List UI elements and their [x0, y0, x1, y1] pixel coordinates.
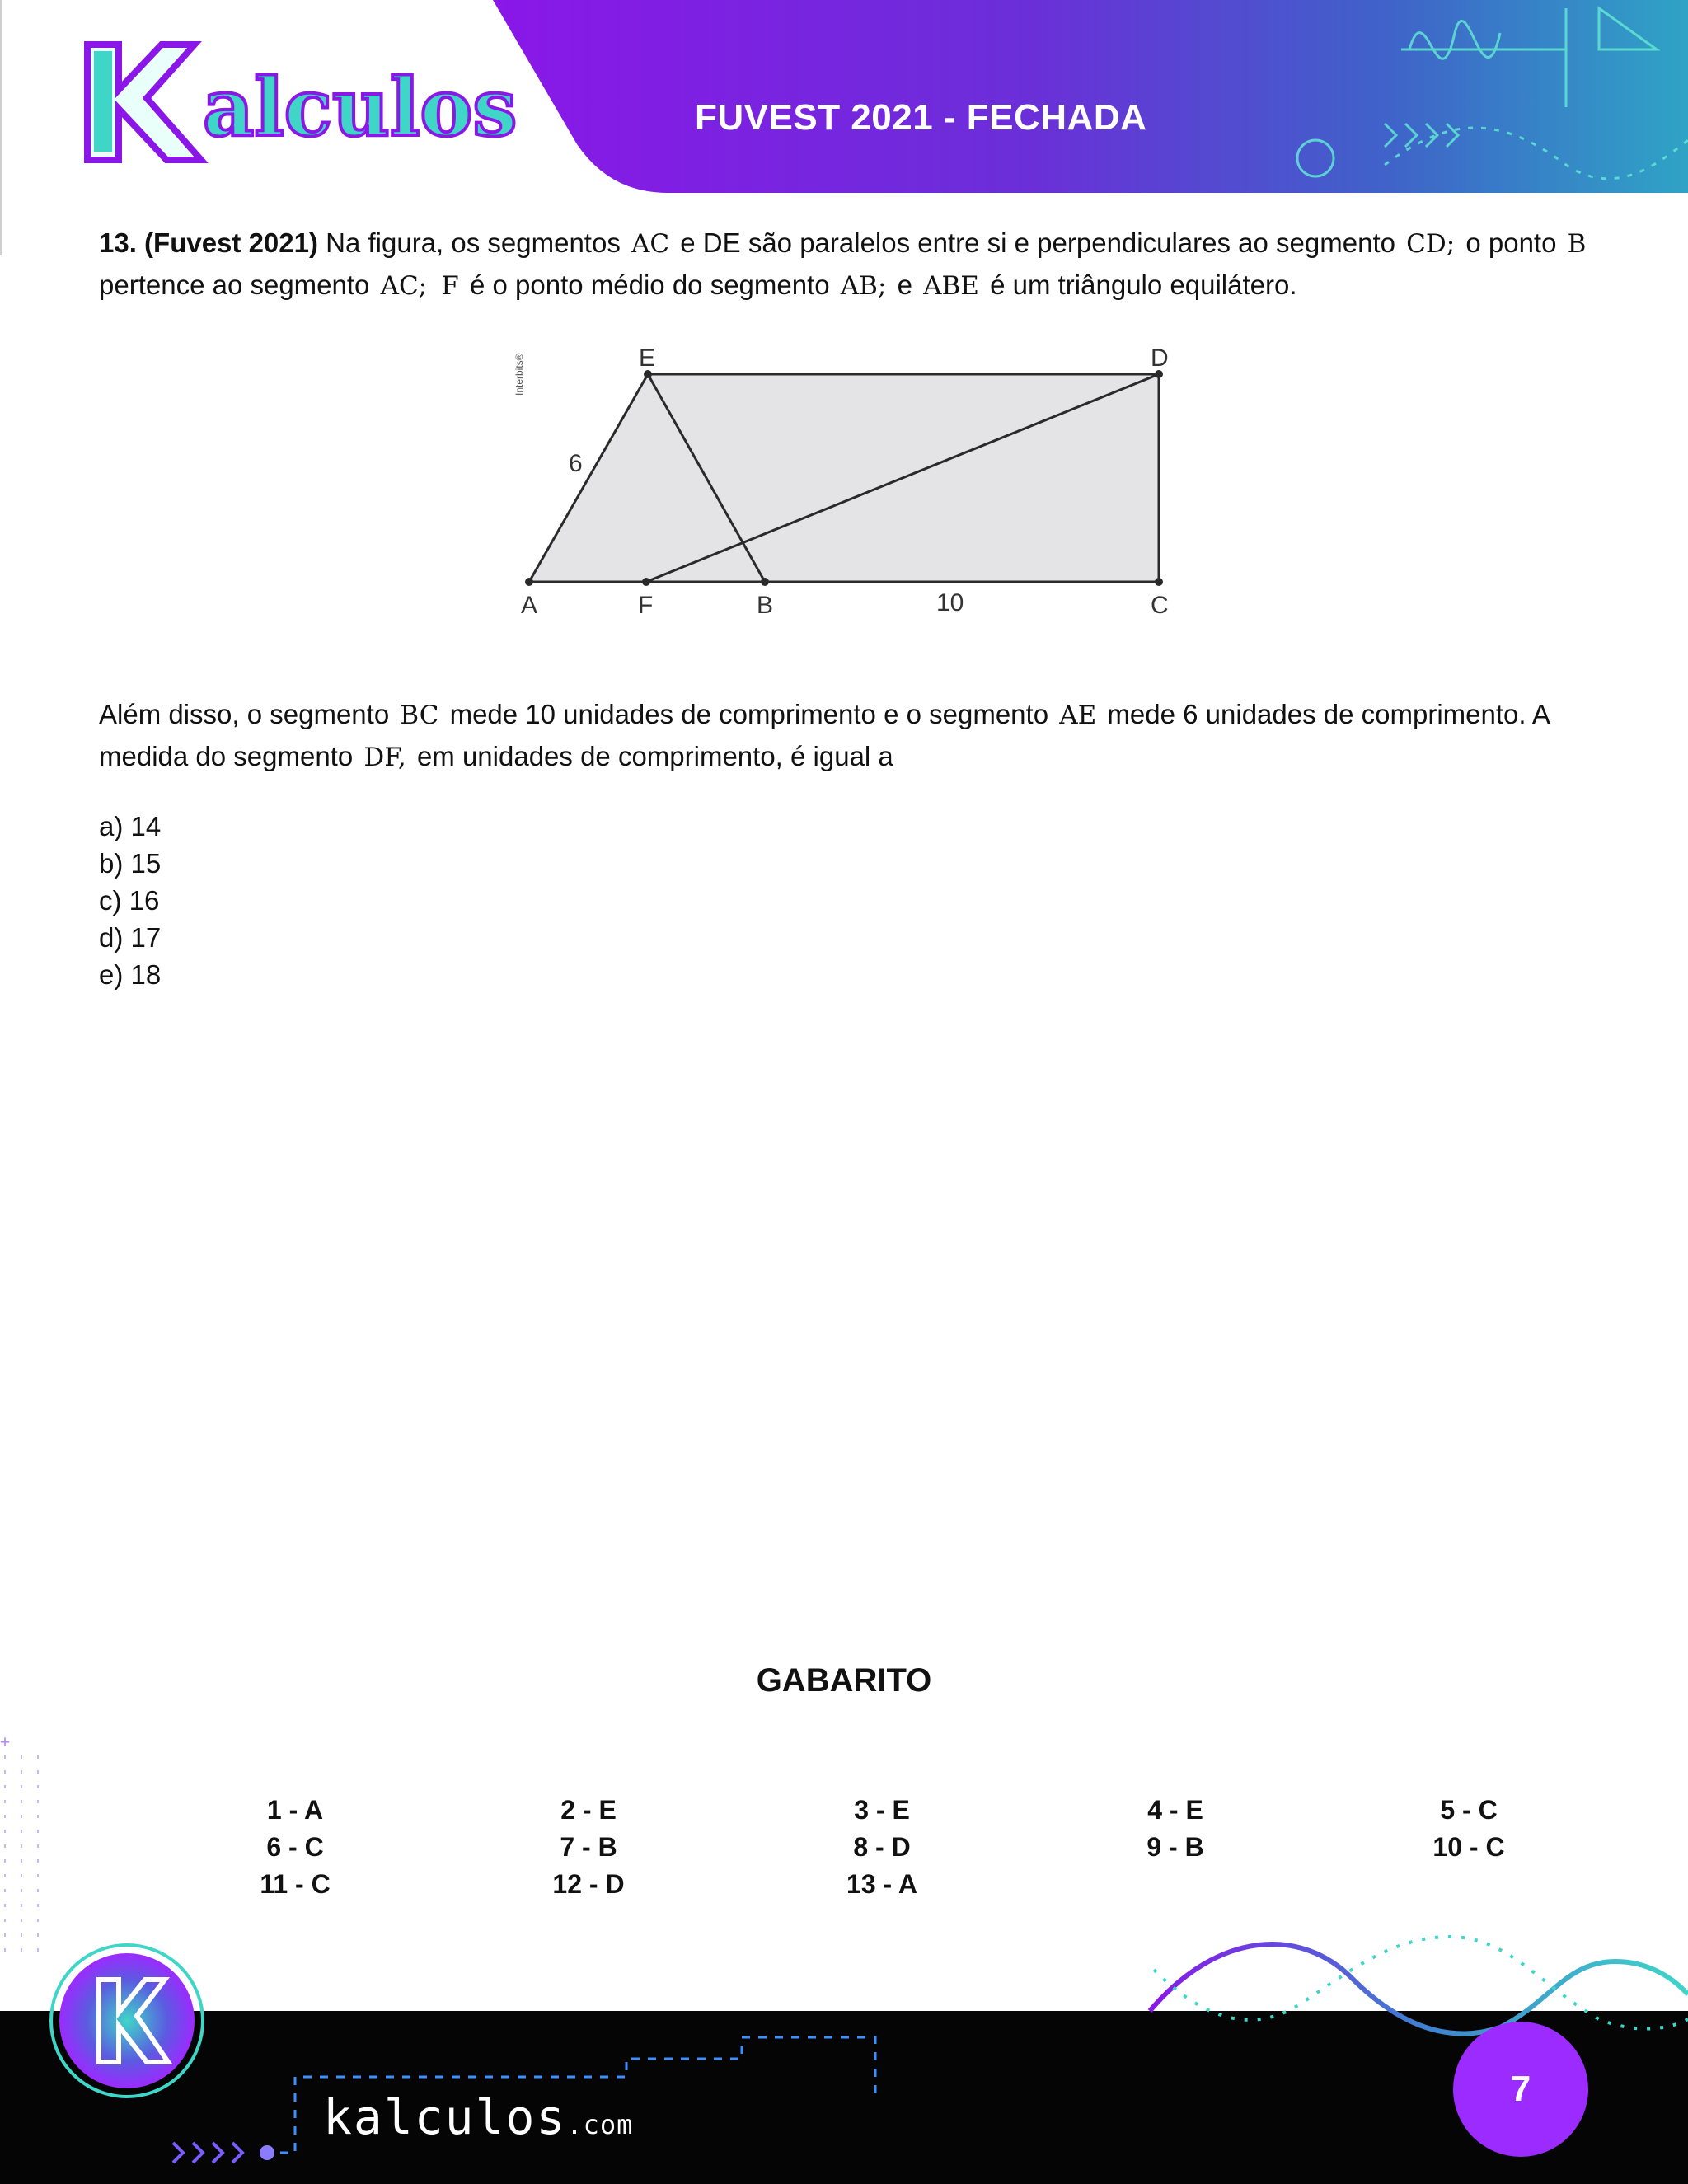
point-b: B — [1567, 229, 1587, 259]
segment-ac: AC; — [380, 271, 428, 301]
question-text-part: mede 6 unidades de comprimento. A — [1107, 699, 1550, 729]
answer-key-item: 2 - E — [560, 1795, 617, 1825]
question-text — [99, 223, 1591, 307]
length-bc: 10 — [936, 589, 964, 616]
question-text-part: e — [897, 269, 912, 300]
question-text-part: em unidades de comprimento, é igual a — [416, 741, 893, 771]
segment-ab: AB; — [840, 271, 887, 301]
label-d: D — [1151, 344, 1169, 372]
segment-df: DF, — [363, 743, 406, 772]
segment-cd: CD; — [1406, 229, 1456, 259]
answer-key-item: 5 - C — [1440, 1795, 1498, 1825]
triangle-abe: ABE — [923, 271, 979, 301]
label-e: E — [639, 344, 656, 372]
left-margin-rule — [0, 0, 2, 255]
answer-key-item: 11 - C — [260, 1869, 331, 1899]
image-credit: Interbits® — [513, 353, 525, 396]
answer-key-item — [1029, 1866, 1322, 1903]
question-text-part: Além disso, o segmento — [99, 699, 390, 729]
question-text-part: é um triângulo equilátero. — [990, 269, 1297, 300]
answer-key-row — [148, 1829, 1615, 1866]
point-b-dot — [761, 578, 769, 586]
label-c: C — [1151, 592, 1169, 619]
answer-key-item: 13 - A — [846, 1869, 917, 1899]
option-e: e) 18 — [99, 959, 162, 990]
footer-url-suffix: .com — [566, 2109, 634, 2140]
exam-title: FUVEST 2021 - FECHADA — [695, 97, 1147, 138]
segment-ae: AE — [1059, 701, 1097, 730]
kalculos-logo — [79, 28, 518, 168]
point-a-dot — [525, 578, 533, 586]
answer-key-item: 8 - D — [853, 1832, 911, 1862]
svg-text:+: + — [0, 1732, 11, 1751]
answer-key-item: 6 - C — [266, 1832, 324, 1862]
length-ae: 6 — [569, 450, 583, 477]
answer-key-item: 9 - B — [1146, 1832, 1204, 1862]
label-f: F — [638, 592, 654, 619]
page-number: 7 — [1453, 2022, 1588, 2157]
answer-key-item — [1322, 1866, 1615, 1903]
question-text-part: o ponto — [1465, 227, 1557, 258]
answer-key-row — [148, 1866, 1615, 1903]
option-c: c) 16 — [99, 885, 160, 916]
page-header — [0, 0, 1688, 194]
point-c-dot — [1155, 578, 1163, 586]
question-text-part: e DE são paralelos entre si e perpendiculares ao segmento — [680, 227, 1395, 258]
answer-key-item: 1 - A — [266, 1795, 324, 1825]
option-b: b) 15 — [99, 848, 162, 879]
answer-options — [99, 808, 161, 993]
answer-key-item: 10 - C — [1432, 1832, 1505, 1862]
footer-url[interactable] — [323, 2089, 633, 2145]
question-text-part: pertence ao segmento — [99, 269, 370, 300]
answer-key-item: 12 - D — [552, 1869, 625, 1899]
option-a: a) 14 — [99, 811, 162, 841]
answer-key-row — [148, 1792, 1615, 1829]
question-followup — [99, 694, 1599, 778]
k-badge — [59, 1953, 195, 2088]
label-a: A — [521, 592, 538, 619]
answer-key-item: 4 - E — [1147, 1795, 1203, 1825]
svg-text:alculos: alculos — [203, 61, 518, 154]
geometry-figure — [511, 336, 1187, 625]
segment-bc: BC — [400, 701, 439, 730]
point-f-dot — [642, 578, 650, 586]
label-b: B — [757, 592, 774, 619]
shaded-region — [529, 374, 1159, 582]
point-f: F — [441, 271, 459, 301]
footer-url-name: kalculos — [323, 2089, 567, 2145]
question-text-part: medida do segmento — [99, 741, 354, 771]
option-d: d) 17 — [99, 922, 162, 953]
gabarito-title: GABARITO — [756, 1662, 932, 1699]
segment-ac: AC — [631, 229, 670, 259]
answer-key — [148, 1792, 1615, 1903]
question-text-part: é o ponto médio do segmento — [469, 269, 830, 300]
question-text-part: Na figura, os segmentos — [326, 227, 621, 258]
question-text-part: mede 10 unidades de comprimento e o segmento — [449, 699, 1049, 729]
answer-key-item: 3 - E — [854, 1795, 910, 1825]
answer-key-item: 7 - B — [560, 1832, 617, 1862]
question-number: 13. (Fuvest 2021) — [99, 227, 318, 258]
